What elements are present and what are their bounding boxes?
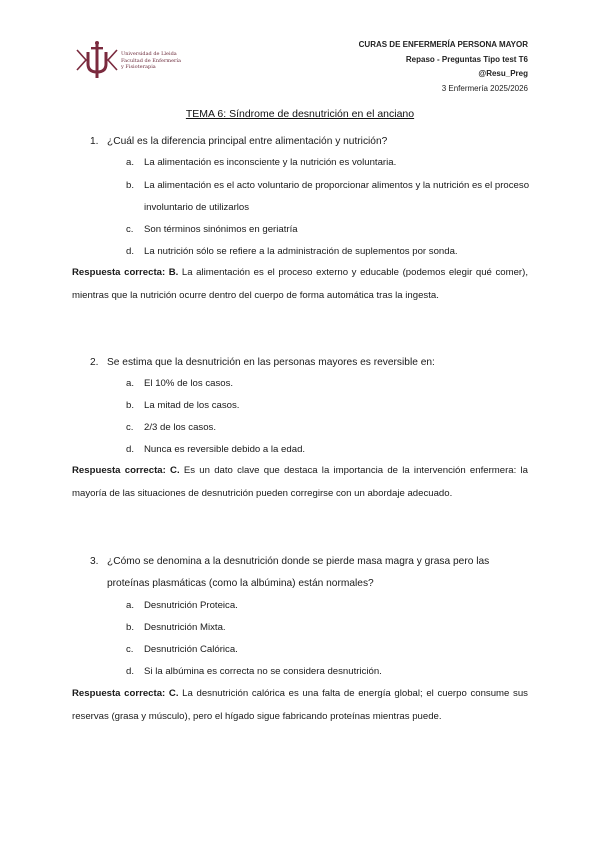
option-letter: d.: [126, 246, 135, 257]
page-title: TEMA 6: Síndrome de desnutrición en el anciano: [185, 108, 415, 120]
option-letter: a.: [126, 378, 135, 389]
option-2d: [126, 439, 530, 461]
option-text: 2/3 de los casos.: [144, 422, 216, 433]
university-crest-icon: [74, 40, 120, 80]
answer-3: [72, 683, 528, 728]
option-3c: [126, 639, 530, 661]
option-letter: b.: [126, 622, 135, 633]
option-text: Nunca es reversible debido a la edad.: [144, 444, 306, 455]
answer-label: Respuesta correcta: B.: [72, 267, 179, 278]
option-text: Si la albúmina es correcta no se considera desnutrición.: [144, 666, 382, 677]
answer-label: Respuesta correcta: C.: [72, 465, 180, 476]
question-text: ¿Cuál es la diferencia principal entre alimentación y nutrición?: [107, 136, 388, 147]
option-letter: c.: [126, 644, 134, 655]
answer-explanation: La desnutrición calórica es una falta de energía global; el cuerpo consume sus reservas (grasa y músculo), pero el hígado sigue fabricando proteínas mientras puede.: [72, 688, 528, 722]
option-text: La nutrición sólo se refiere a la administración de suplementos por sonda.: [144, 246, 458, 257]
option-letter: a.: [126, 600, 135, 611]
option-2a: [126, 373, 530, 395]
logo-line: Universidad de Lleida: [121, 51, 177, 57]
course-year: 3 Enfermería 2025/2026: [441, 83, 528, 93]
logo-line: y Fisioterapia: [121, 64, 156, 70]
question-number: 3.: [90, 556, 99, 567]
option-letter: d.: [126, 666, 135, 677]
option-3b: [126, 617, 530, 639]
option-1b: [126, 175, 530, 219]
answer-1: [72, 262, 528, 307]
answer-2: [72, 460, 528, 505]
answer-explanation: Es un dato clave que destaca la importancia de la intervención enfermera: la mayoría de las situaciones de desnutrición pueden corregirse con un abordaje adecuado.: [72, 465, 528, 499]
answer-label: Respuesta correcta: C.: [72, 688, 179, 699]
option-text: Desnutrición Mixta.: [144, 622, 226, 633]
option-text: La mitad de los casos.: [144, 400, 240, 411]
option-text: El 10% de los casos.: [144, 378, 234, 389]
option-2c: [126, 417, 530, 439]
logo-line: Facultad de Enfermería: [121, 57, 181, 64]
option-letter: c.: [126, 422, 134, 433]
question-number: 1.: [90, 136, 99, 147]
option-letter: b.: [126, 400, 135, 411]
option-1d: [126, 241, 530, 263]
option-letter: a.: [126, 157, 135, 168]
option-3a: [126, 595, 530, 617]
document-header: [359, 38, 528, 96]
option-2b: [126, 395, 530, 417]
logo-text: [121, 51, 181, 71]
question-text: ¿Cómo se denomina a la desnutrición donde se pierde masa magra y grasa pero las proteínas plasmáticas (como la albúmina) están normales?: [107, 556, 490, 589]
university-logo: [74, 40, 194, 80]
option-letter: b.: [126, 180, 135, 191]
question-1: [90, 131, 530, 153]
author-handle: @Resu_Preg: [478, 69, 528, 78]
course-title: CURAS DE ENFERMERÍA PERSONA MAYOR: [358, 40, 528, 49]
option-text: La alimentación es inconsciente y la nutrición es voluntaria.: [144, 157, 397, 168]
option-text: La alimentación es el acto voluntario de proporcionar alimentos y la nutrición es el proceso involuntario de utilizarlos: [144, 180, 530, 213]
question-3: [90, 551, 530, 595]
question-number: 2.: [90, 357, 99, 368]
option-1a: [126, 152, 530, 174]
question-text: Se estima que la desnutrición en las personas mayores es reversible en:: [107, 357, 435, 368]
option-letter: d.: [126, 444, 135, 455]
option-1c: [126, 219, 530, 241]
option-text: Desnutrición Proteica.: [144, 600, 238, 611]
question-2: [90, 352, 530, 374]
option-text: Desnutrición Calórica.: [144, 644, 238, 655]
option-3d: [126, 661, 530, 683]
answer-explanation: La alimentación es el proceso externo y educable (podemos elegir qué comer), mientras que la nutrición ocurre dentro del cuerpo de forma automática tras la ingesta.: [72, 267, 528, 301]
document-subtitle: Repaso - Preguntas Tipo test T6: [405, 54, 528, 64]
option-letter: c.: [126, 224, 134, 235]
option-text: Son términos sinónimos en geriatría: [144, 224, 298, 235]
